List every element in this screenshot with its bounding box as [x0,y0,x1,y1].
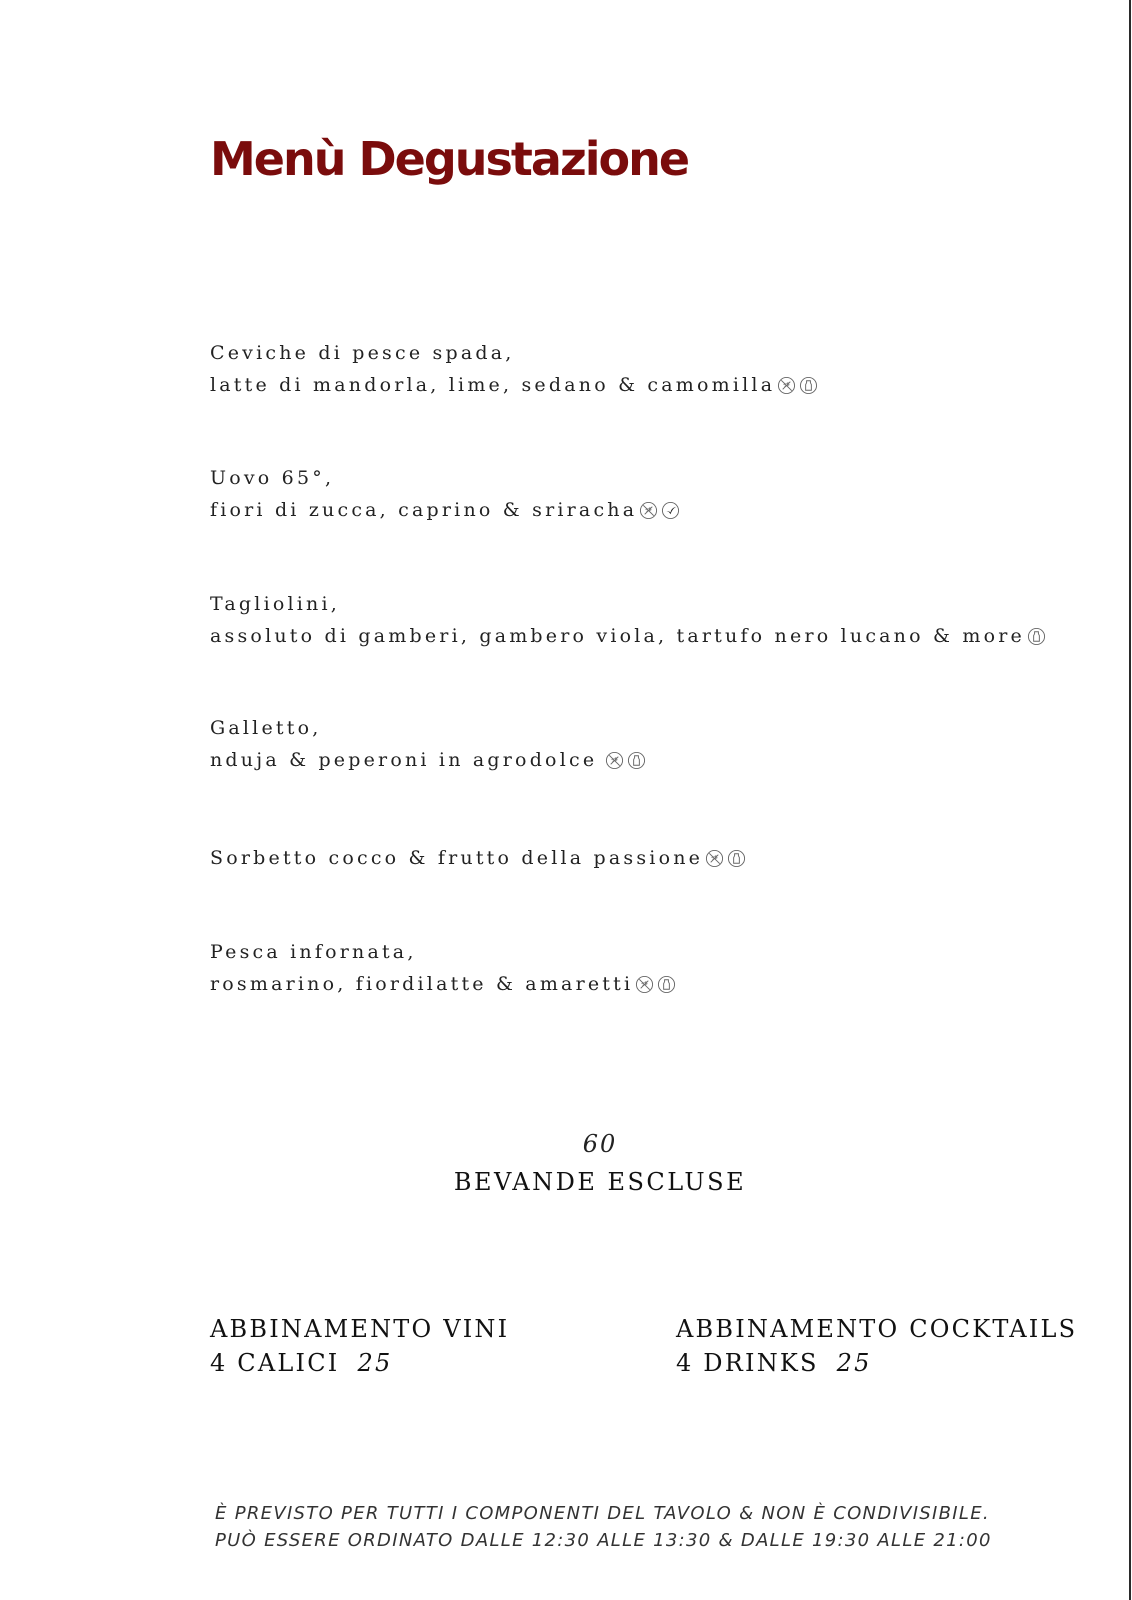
lactose-free-icon [727,849,746,868]
vegetarian-icon [661,501,680,520]
price-note: BEVANDE ESCLUSE [453,1168,747,1196]
cocktail-pairing-detail [676,1346,1077,1380]
cocktail-pairing-heading: ABBINAMENTO COCKTAILS [676,1315,1078,1343]
menu-title: Menù Degustazione [210,132,689,186]
dish-name [210,462,680,494]
dish-description-text: rosmarino, fiordilatte & amaretti [210,973,634,995]
gluten-free-icon [705,849,724,868]
footer-line-1: È PREVISTO PER TUTTI I COMPONENTI DEL TAVOLO & NON È CONDIVISIBILE. [215,1503,990,1524]
dish-name-text: Galletto, [210,717,322,739]
gluten-free-icon [639,501,658,520]
gluten-free-icon [777,376,796,395]
dish-item [210,712,646,776]
dish-item [210,842,746,874]
gluten-free-icon [605,751,624,770]
dish-name [210,337,818,369]
dish-item [210,936,676,1000]
wine-pairing [210,1312,509,1380]
dish-name [210,588,1046,620]
dish-item [210,588,1046,652]
dish-name-text: Ceviche di pesce spada, [210,342,515,364]
lactose-free-icon [657,975,676,994]
gluten-free-icon [635,975,654,994]
dish-description [210,744,646,776]
footer-line-2: PUÒ ESSERE ORDINATO DALLE 12:30 ALLE 13:30 & DALLE 19:30 ALLE 21:00 [215,1530,992,1551]
dish-name-text: Tagliolini, [210,593,340,615]
dish-name-text: Sorbetto cocco & frutto della passione [210,847,704,869]
dish-description [210,620,1046,652]
dish-name-text: Uovo 65°, [210,467,335,489]
dish-description [210,494,680,526]
dish-item [210,337,818,401]
dish-name [210,842,746,874]
cocktail-pairing [676,1312,1077,1380]
dish-description-text: latte di mandorla, lime, sedano & camomilla [210,374,776,396]
cocktail-pairing-detail-text: 4 DRINKS [676,1349,819,1377]
cocktail-pairing-price: 25 [836,1349,872,1377]
lactose-free-icon [627,751,646,770]
wine-pairing-price: 25 [357,1349,393,1377]
dish-name-text: Pesca infornata, [210,941,417,963]
menu-price: 60 [582,1130,618,1158]
wine-pairing-detail-text: 4 CALICI [210,1349,340,1377]
dish-item [210,462,680,526]
dish-description-text: fiori di zucca, caprino & sriracha [210,499,638,521]
dish-description [210,968,676,1000]
dish-description-text: assoluto di gamberi, gambero viola, tartufo nero lucano & more [210,625,1025,647]
wine-pairing-detail [210,1346,509,1380]
wine-pairing-heading: ABBINAMENTO VINI [210,1315,510,1343]
page-edge-rule [1129,0,1131,1600]
dish-name [210,936,676,968]
footer-notes [215,1500,992,1554]
dish-description-text: nduja & peperoni in agrodolce [210,749,598,771]
lactose-free-icon [799,376,818,395]
lactose-free-icon [1027,627,1046,646]
dish-description [210,369,818,401]
dish-name [210,712,646,744]
